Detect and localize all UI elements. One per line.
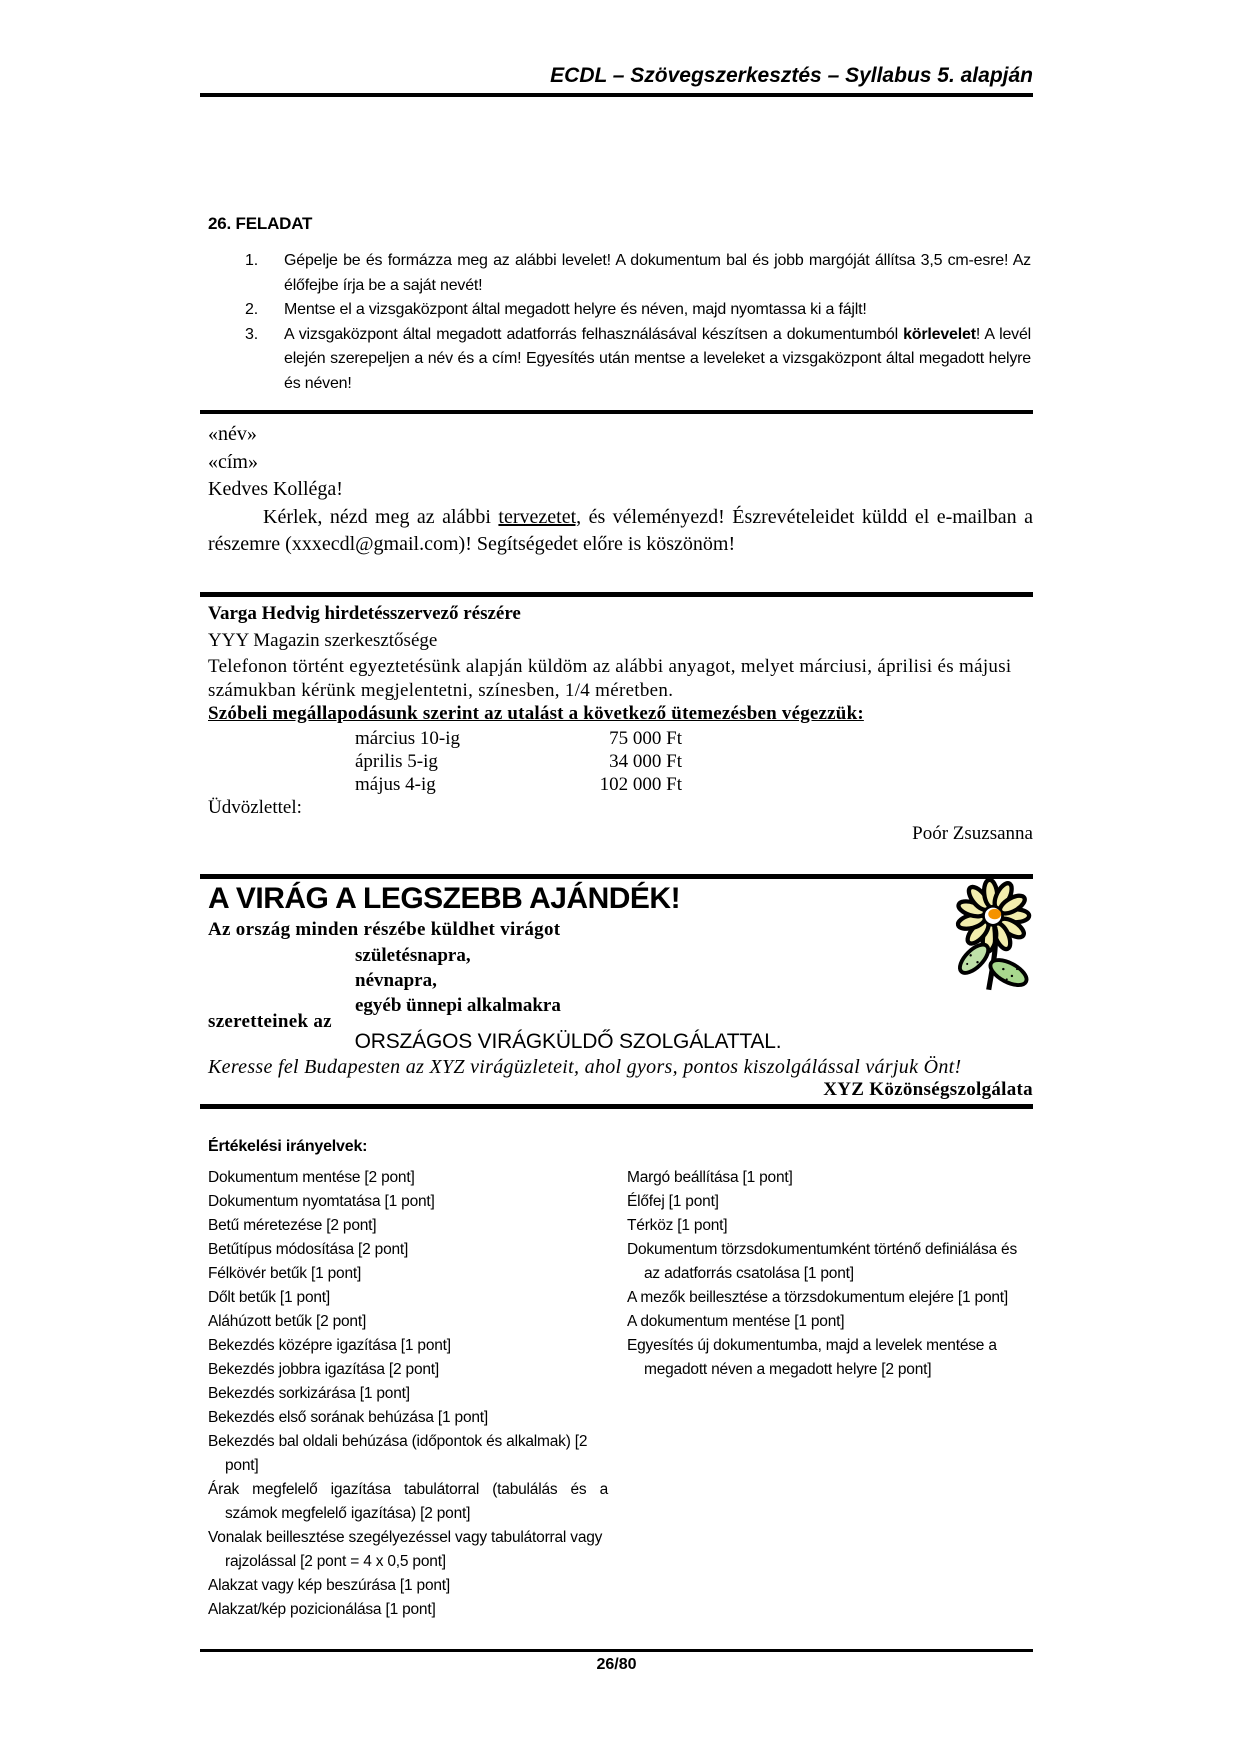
letter-opening-block	[208, 421, 1033, 559]
recipient-block	[208, 600, 1033, 654]
advert-recipients-line: szeretteinek az	[208, 1011, 332, 1032]
letter-second-paragraph: Telefonon történt egyeztetésünk alapján küldöm az alábbi anyagot, melyet márciusi, áprilisi és májusi számukban kérünk megjelentetni, színesben, 1/4 méretben.	[208, 656, 1012, 701]
evaluation-item: Dőlt betűk [1 pont]	[208, 1289, 331, 1306]
evaluation-item: Térköz [1 pont]	[627, 1217, 728, 1234]
task-item-2	[245, 298, 1031, 323]
advert-signature: XYZ Közönségszolgálata	[823, 1079, 1033, 1100]
header-rule	[200, 93, 1033, 97]
evaluation-item: Bekezdés első sorának behúzása [1 pont]	[208, 1409, 489, 1426]
schedule-row	[208, 727, 1033, 750]
footer-rule	[200, 1649, 1033, 1652]
recipient-name: Varga Hedvig hirdetésszervező részére	[208, 603, 521, 624]
page-content	[200, 0, 1035, 1754]
task-item-1	[245, 249, 1031, 298]
advert-occasion-list	[208, 943, 908, 1018]
task-item-number: 1.	[245, 252, 258, 269]
advert-occasion: születésnapra,	[355, 945, 471, 966]
evaluation-item: A dokumentum mentése [1 pont]	[627, 1313, 845, 1330]
advert-intro-line: Az ország minden részébe küldhet virágot	[208, 919, 561, 940]
task-item-3	[245, 323, 1031, 397]
schedule-row	[208, 773, 1033, 796]
schedule-date: április 5-ig	[355, 751, 438, 772]
advert-bottom-rule	[200, 1104, 1033, 1109]
advert-tagline: Keresse fel Budapesten az XYZ virágüzleteit, ahol gyors, pontos kiszolgálással várjuk Önt!	[208, 1056, 962, 1078]
schedule-date: május 4-ig	[355, 774, 436, 795]
advert-occasion: egyéb ünnepi alkalmakra	[355, 995, 561, 1016]
evaluation-right-column	[627, 1166, 1027, 1382]
evaluation-item: Margó beállítása [1 pont]	[627, 1169, 793, 1186]
evaluation-item: Dokumentum mentése [2 pont]	[208, 1169, 415, 1186]
evaluation-item: Betű méretezése [2 pont]	[208, 1217, 377, 1234]
evaluation-item: Dokumentum törzsdokumentumként történő definiálása és az adatforrás csatolása [1 pont]	[627, 1241, 1018, 1282]
advert-headline: A VIRÁG A LEGSZEBB AJÁNDÉK!	[208, 882, 681, 915]
letter-body-before: Kérlek, nézd meg az alábbi	[263, 505, 499, 528]
merge-field-name: «név»	[208, 423, 257, 445]
advert-service-line: ORSZÁGOS VIRÁGKÜLDŐ SZOLGÁLATTAL.	[354, 1030, 782, 1053]
evaluation-item: Betűtípus módosítása [2 pont]	[208, 1241, 409, 1258]
page-header-title: ECDL – Szövegszerkesztés – Syllabus 5. alapján	[550, 64, 1033, 87]
evaluation-heading: Értékelési irányelvek:	[208, 1138, 368, 1155]
evaluation-item: Egyesítés új dokumentumba, majd a levelek mentése a megadott néven a megadott helyre [2 pont]	[627, 1337, 997, 1378]
page-number-indicator: 26/80	[596, 1656, 637, 1673]
evaluation-item: Élőfej [1 pont]	[627, 1193, 719, 1210]
task-item-text: Gépelje be és formázza meg az alábbi levelet! A dokumentum bal és jobb margóját állítsa 3,5 cm-esre! Az élőfejbe írja be a saját nevét!	[284, 252, 1031, 294]
task-item-text-before: A vizsgaközpont által megadott adatforrás felhasználásával készítsen a dokumentumból	[284, 325, 904, 343]
payment-schedule	[208, 727, 1033, 796]
evaluation-item: Aláhúzott betűk [2 pont]	[208, 1313, 367, 1330]
evaluation-item: Dokumentum nyomtatása [1 pont]	[208, 1193, 435, 1210]
flower-leaf-right	[987, 955, 1031, 990]
evaluation-item: Árak megfelelő igazítása tabulátorral (tabulálás és a számok megfelelő igazítása) [2 pont]	[208, 1481, 608, 1522]
schedule-amount: 34 000 Ft	[609, 751, 682, 772]
advert-top-rule	[200, 874, 1033, 879]
evaluation-item: Félkövér betűk [1 pont]	[208, 1265, 362, 1282]
evaluation-item: Bekezdés bal oldali behúzása (időpontok és alkalmak) [2 pont]	[208, 1433, 588, 1474]
letter-body-underlined: tervezetet,	[498, 505, 582, 528]
evaluation-left-column	[208, 1166, 608, 1622]
task-item-number: 2.	[245, 301, 258, 318]
advert-occasion: névnapra,	[355, 970, 437, 991]
schedule-amount: 102 000 Ft	[599, 774, 682, 795]
task-item-text-after: ! A levél elején szerepeljen a név és a cím! Egyesítés után mentse a leveleket a vizsgaközpont által megadott helyre és néven!	[284, 325, 1031, 392]
task-number-heading: 26. FELADAT	[208, 214, 313, 233]
task-instruction-list	[245, 249, 1031, 396]
evaluation-item: Bekezdés sorkizárása [1 pont]	[208, 1385, 410, 1402]
evaluation-item: A mezők beillesztése a törzsdokumentum elejére [1 pont]	[627, 1289, 1009, 1306]
schedule-date: március 10-ig	[355, 728, 461, 749]
schedule-heading: Szóbeli megállapodásunk szerint az utalást a következő ütemezésben végezzük:	[208, 703, 864, 724]
evaluation-item: Alakzat vagy kép beszúrása [1 pont]	[208, 1577, 451, 1594]
letter-body-paragraph	[208, 504, 1033, 559]
letter-salutation: Kedves Kolléga!	[208, 478, 343, 500]
daisy-flower-clipart-icon	[950, 879, 1036, 999]
flower-leaf-left	[955, 940, 993, 978]
schedule-row	[208, 750, 1033, 773]
letter-signature: Poór Zsuzsanna	[912, 823, 1033, 844]
letter-top-rule	[200, 410, 1033, 414]
evaluation-item: Bekezdés középre igazítása [1 pont]	[208, 1337, 451, 1354]
evaluation-item: Alakzat/kép pozicionálása [1 pont]	[208, 1601, 436, 1618]
letter-body-after: és véleményezd! Észrevételeidet küldd el e-mailban a részemre (xxxecdl@gmail.com)! Segítségedet előre is köszönöm!	[208, 505, 1033, 555]
task-item-number: 3.	[245, 325, 258, 343]
evaluation-item: Vonalak beillesztése szegélyezéssel vagy tabulátorral vagy rajzolással [2 pont = 4 x 0,5 pont]	[208, 1529, 603, 1570]
letter-divider-rule	[200, 592, 1033, 597]
schedule-amount: 75 000 Ft	[609, 728, 682, 749]
letter-closing: Üdvözlettel:	[208, 797, 302, 818]
recipient-organization: YYY Magazin szerkesztősége	[208, 630, 438, 651]
task-item-bold-word: körlevelet	[903, 325, 976, 343]
flower-center	[988, 909, 1001, 919]
task-item-text: Mentse el a vizsgaközpont által megadott helyre és néven, majd nyomtassa ki a fájlt!	[284, 301, 867, 318]
evaluation-item: Bekezdés jobbra igazítása [2 pont]	[208, 1361, 440, 1378]
merge-field-address: «cím»	[208, 450, 258, 473]
